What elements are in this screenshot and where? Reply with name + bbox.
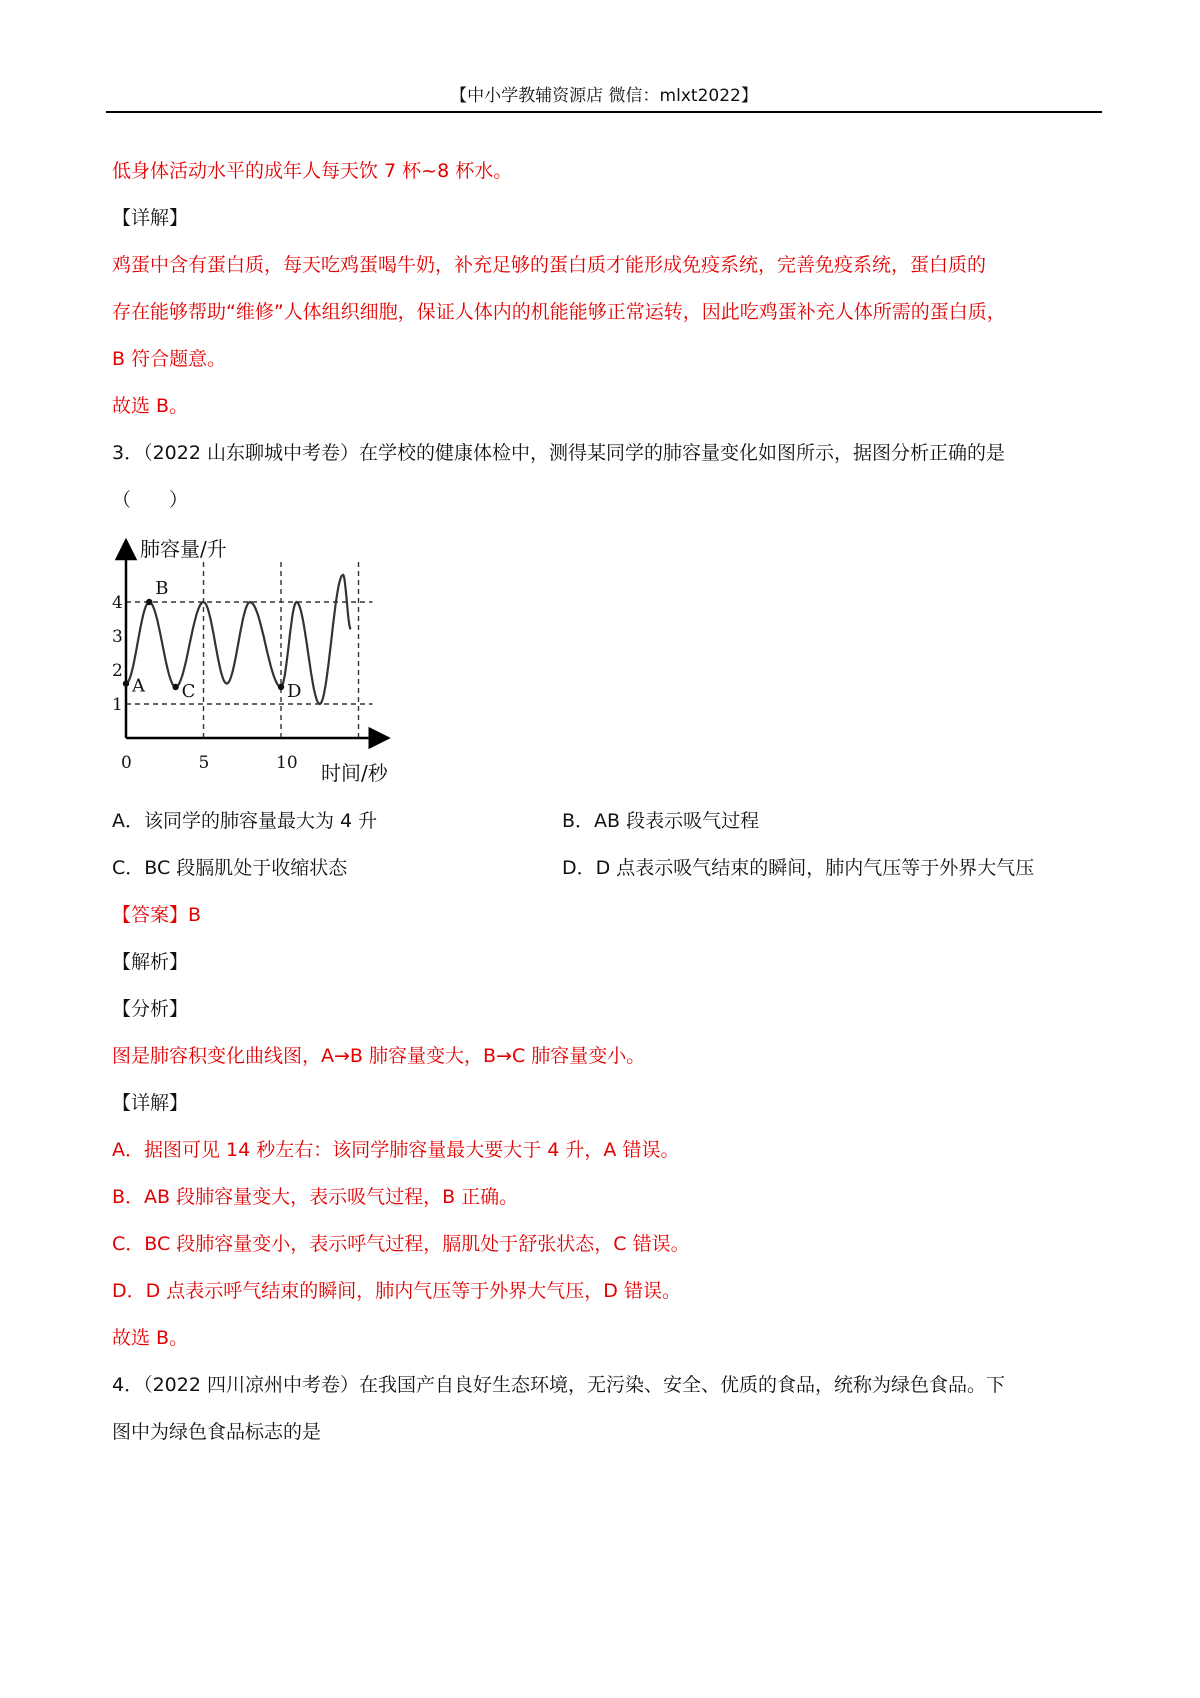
point-label-a: A [132, 675, 145, 697]
q3-analysis-label: 【解析】 [112, 951, 189, 973]
x-tick-label: 5 [198, 753, 210, 773]
point-a [123, 680, 129, 686]
x-axis-label: 时间/秒 [321, 761, 388, 785]
point-c [172, 684, 178, 690]
q3-options-row [112, 798, 1102, 845]
chart-points [123, 578, 302, 702]
q3-option-b: B．AB 段表示吸气过程 [562, 810, 760, 832]
q3-option-c: C．BC 段膈肌处于收缩状态 [112, 857, 348, 879]
point-label-c: C [181, 681, 196, 702]
prev-conclusion: 故选 B。 [112, 395, 189, 417]
q4-stem-line2: 图中为绿色食品标志的是 [112, 1421, 322, 1443]
q3-fenxi-label: 【分析】 [112, 998, 189, 1020]
q3-option-d: D．D 点表示吸气结束的瞬间，肺内气压等于外界大气压 [562, 857, 1035, 879]
chart-svg [112, 530, 452, 790]
q3-conclusion: 故选 B。 [112, 1327, 189, 1349]
prev-text: 低身体活动水平的成年人每天饮 7 杯~8 杯水。 [112, 160, 513, 182]
q4-stem-line1: 4．（2022 四川凉州中考卷）在我国产自良好生态环境，无污染、安全、优质的食品，统称为绿色食品。下 [112, 1374, 1005, 1396]
q3-options-row [112, 845, 1102, 892]
prev-detail-label: 【详解】 [112, 207, 189, 229]
y-axis-label: 肺容量/升 [140, 537, 227, 561]
page-body [112, 148, 1102, 1456]
header-rule [106, 111, 1102, 113]
q3-bracket: （ ） [112, 489, 189, 511]
point-d [278, 684, 284, 690]
point-label-d: D [287, 681, 302, 702]
point-b [146, 599, 152, 605]
q3-detail-line: C．BC 段肺容量变小，表示呼气过程，膈肌处于舒张状态，C 错误。 [112, 1233, 690, 1255]
y-tick-label: 1 [112, 695, 123, 715]
x-tick-label: 10 [276, 753, 298, 773]
point-label-b: B [155, 578, 169, 599]
lung-volume-chart [112, 530, 452, 790]
x-tick-label: 0 [121, 753, 132, 773]
q3-detail-line: B．AB 段肺容量变大，表示吸气过程，B 正确。 [112, 1186, 519, 1208]
prev-detail-line: 鸡蛋中含有蛋白质，每天吃鸡蛋喝牛奶，补充足够的蛋白质才能形成免疫系统，完善免疫系统，蛋白质的 [112, 254, 987, 276]
q3-fenxi-text: 图是肺容积变化曲线图，A→B 肺容量变大，B→C 肺容量变小。 [112, 1045, 646, 1067]
y-tick-label: 4 [112, 593, 123, 613]
y-tick-label: 3 [112, 627, 123, 647]
q3-stem: 3．（2022 山东聊城中考卷）在学校的健康体检中，测得某同学的肺容量变化如图所示，据图分析正确的是 [112, 442, 1005, 464]
q3-answer: 【答案】B [112, 904, 202, 926]
y-tick-label: 2 [112, 661, 123, 681]
q3-option-a: A．该同学的肺容量最大为 4 升 [112, 810, 378, 832]
prev-detail-line: 存在能够帮助“维修”人体组织细胞，保证人体内的机能能够正常运转，因此吃鸡蛋补充人体所需的蛋白质， [112, 301, 1006, 323]
q3-detail-label: 【详解】 [112, 1092, 189, 1114]
prev-detail-line: B 符合题意。 [112, 348, 227, 370]
q3-detail-line: D．D 点表示呼气结束的瞬间，肺内气压等于外界大气压，D 错误。 [112, 1280, 681, 1302]
q3-detail-line: A．据图可见 14 秒左右：该同学肺容量最大要大于 4 升，A 错误。 [112, 1139, 680, 1161]
page-header: 【中小学教辅资源店 微信：mlxt2022】 [450, 86, 758, 106]
